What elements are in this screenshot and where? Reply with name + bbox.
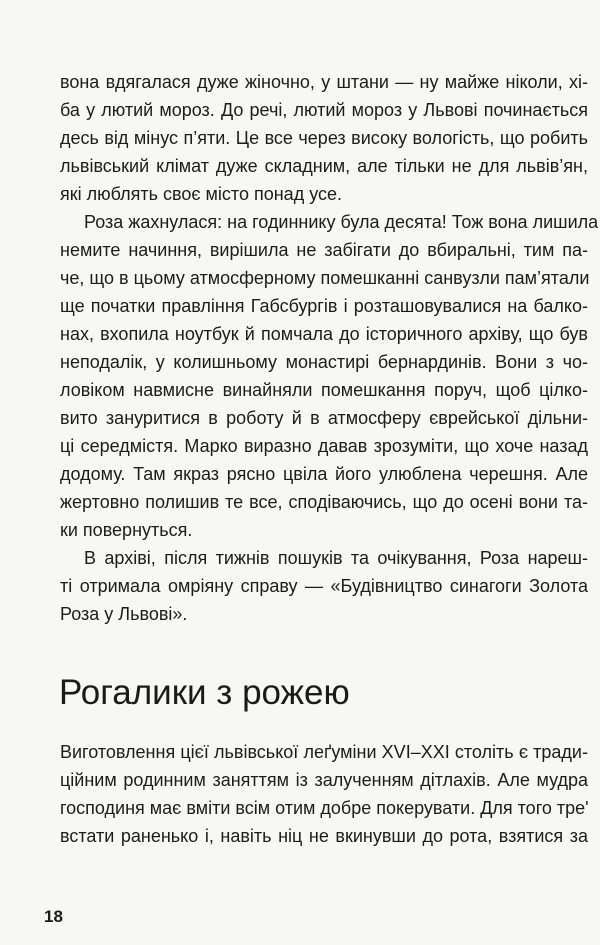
text-line: господиня має вміти всім отим добре покерувати. Для того тре' (60, 798, 589, 818)
text-line: Роза жахнулася: на годиннику була десята! Тож вона лишила (84, 212, 599, 232)
text-line: Роза у Львові». (60, 604, 188, 624)
text-line: В архіві, після тижнів пошуків та очікування, Роза нареш- (84, 548, 588, 568)
text-line: че, що в цьому атмосферному помешканні санвузли пам’ятали (60, 268, 590, 288)
text-line: львівський клімат дуже складним, але тільки не для львів’ян, (60, 156, 588, 176)
text-line: Виготовлення цієї львівської леґуміни XVI–XXI століть є тради- (60, 742, 588, 762)
text-line: неподалік, у колишньому монастирі бернардинів. Вони з чо- (60, 352, 588, 372)
text-line: жертовно полишив те все, сподіваючись, що до осені вони та- (60, 492, 588, 512)
text-line: десь від мінус п’яти. Це все через високу вологість, що робить (60, 128, 588, 148)
text-line: вона вдягалася дуже жіночно, у штани — ну майже ніколи, хі- (60, 72, 588, 92)
text-line: ба у лютий мороз. До речі, лютий мороз у Львові починається (60, 100, 588, 120)
section-heading: Рогалики з рожею (59, 673, 350, 712)
text-line: ки повернуться. (60, 520, 193, 540)
text-line: немите начиння, вирішила не забігати до вбиральні, тим па- (60, 240, 588, 260)
text-line: встати раненько і, навіть ніц не вкинувши до рота, взятися за (60, 826, 588, 846)
text-line: ловіком навмисне винайняли помешкання поруч, щоб цілко- (60, 380, 588, 400)
text-line: додому. Там якраз рясно цвіла його улюблена черешня. Але (60, 464, 588, 484)
text-line: ційним родинним заняттям із залученням дітлахів. Але мудра (60, 770, 588, 790)
text-line: які люблять своє місто понад усе. (60, 184, 343, 204)
page-number: 18 (44, 907, 63, 926)
text-line: ці середмістя. Марко виразно давав зрозуміти, що хоче назад (60, 436, 588, 456)
text-line: вито зануритися в роботу й в атмосферу єврейської дільни- (60, 408, 588, 428)
text-line: ще початки правління Габсбургів і розташовувалися на балко- (60, 296, 588, 316)
text-line: ті отримала омріяну справу — «Будівництво синагоги Золота (60, 576, 588, 596)
text-line: нах, вхопила ноутбук й помчала до історичного архіву, що був (60, 324, 588, 344)
